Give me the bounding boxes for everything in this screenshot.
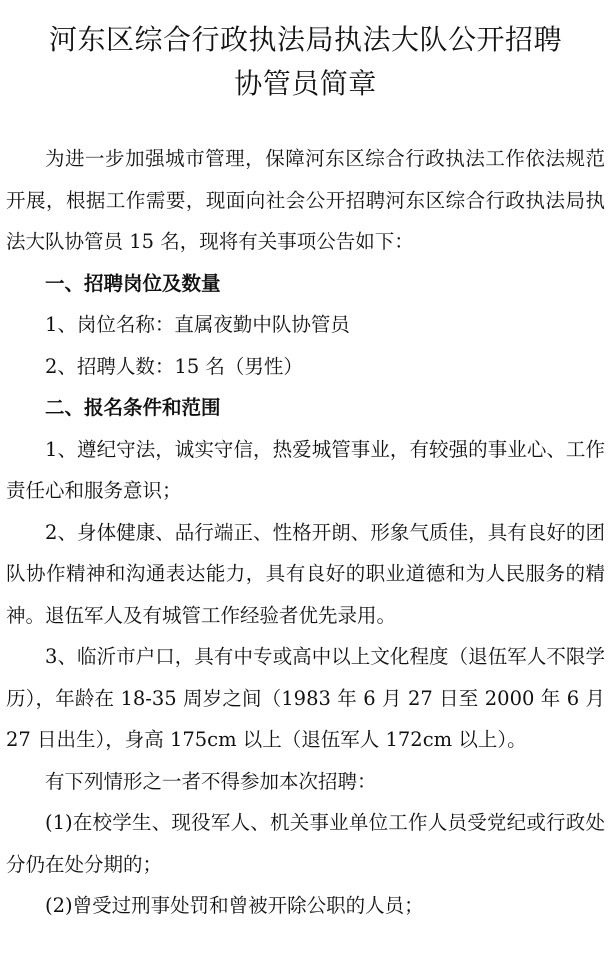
condition-2-paragraph: 2、身体健康、品行端正、性格开朗、形象气质佳，具有良好的团队协作精神和沟通表达能力，具有良好的职业道德和为人民服务的精神。退伍军人及有城管工作经验者优先录用。 <box>6 520 605 627</box>
document-title <box>0 0 611 106</box>
exclusion-1-paragraph: (1)在校学生、现役军人、机关事业单位工作人员受党纪或行政处分仍在处分期的； <box>6 811 605 876</box>
intro-paragraph: 为进一步加强城市管理，保障河东区综合行政执法工作依法规范开展，根据工作需要，现面向社会公开招聘河东区综合行政执法局执法大队协管员 15 名，现将有关事项公告如下： <box>6 147 605 253</box>
title-line-1: 河东区综合行政执法局执法大队公开招聘 <box>48 23 562 56</box>
section-1-heading: 一、招聘岗位及数量 <box>45 271 221 295</box>
title-line-2: 协管员简章 <box>234 67 377 100</box>
condition-3-paragraph: 3、临沂市户口，具有中专或高中以上文化程度（退伍军人不限学历），年龄在 18-35 周岁之间（1983 年 6 月 27 日至 2000 年 6 月 27 日出生），身高 175cm 以上（退伍军人 172cm 以上）。 <box>6 645 605 751</box>
recruit-count-line: 2、招聘人数：15 名（男性） <box>45 354 303 378</box>
condition-1-paragraph: 1、遵纪守法，诚实守信，热爱城管事业，有较强的事业心、工作责任心和服务意识； <box>6 437 605 502</box>
position-name-line: 1、岗位名称：直属夜勤中队协管员 <box>45 313 350 336</box>
document-body <box>6 138 605 927</box>
section-2-heading: 二、报名条件和范围 <box>45 396 221 419</box>
exclusion-2-line: (2)曾受过刑事处罚和曾被开除公职的人员； <box>45 894 424 917</box>
exclusion-intro-line: 有下列情形之一者不得参加本次招聘： <box>45 769 377 793</box>
